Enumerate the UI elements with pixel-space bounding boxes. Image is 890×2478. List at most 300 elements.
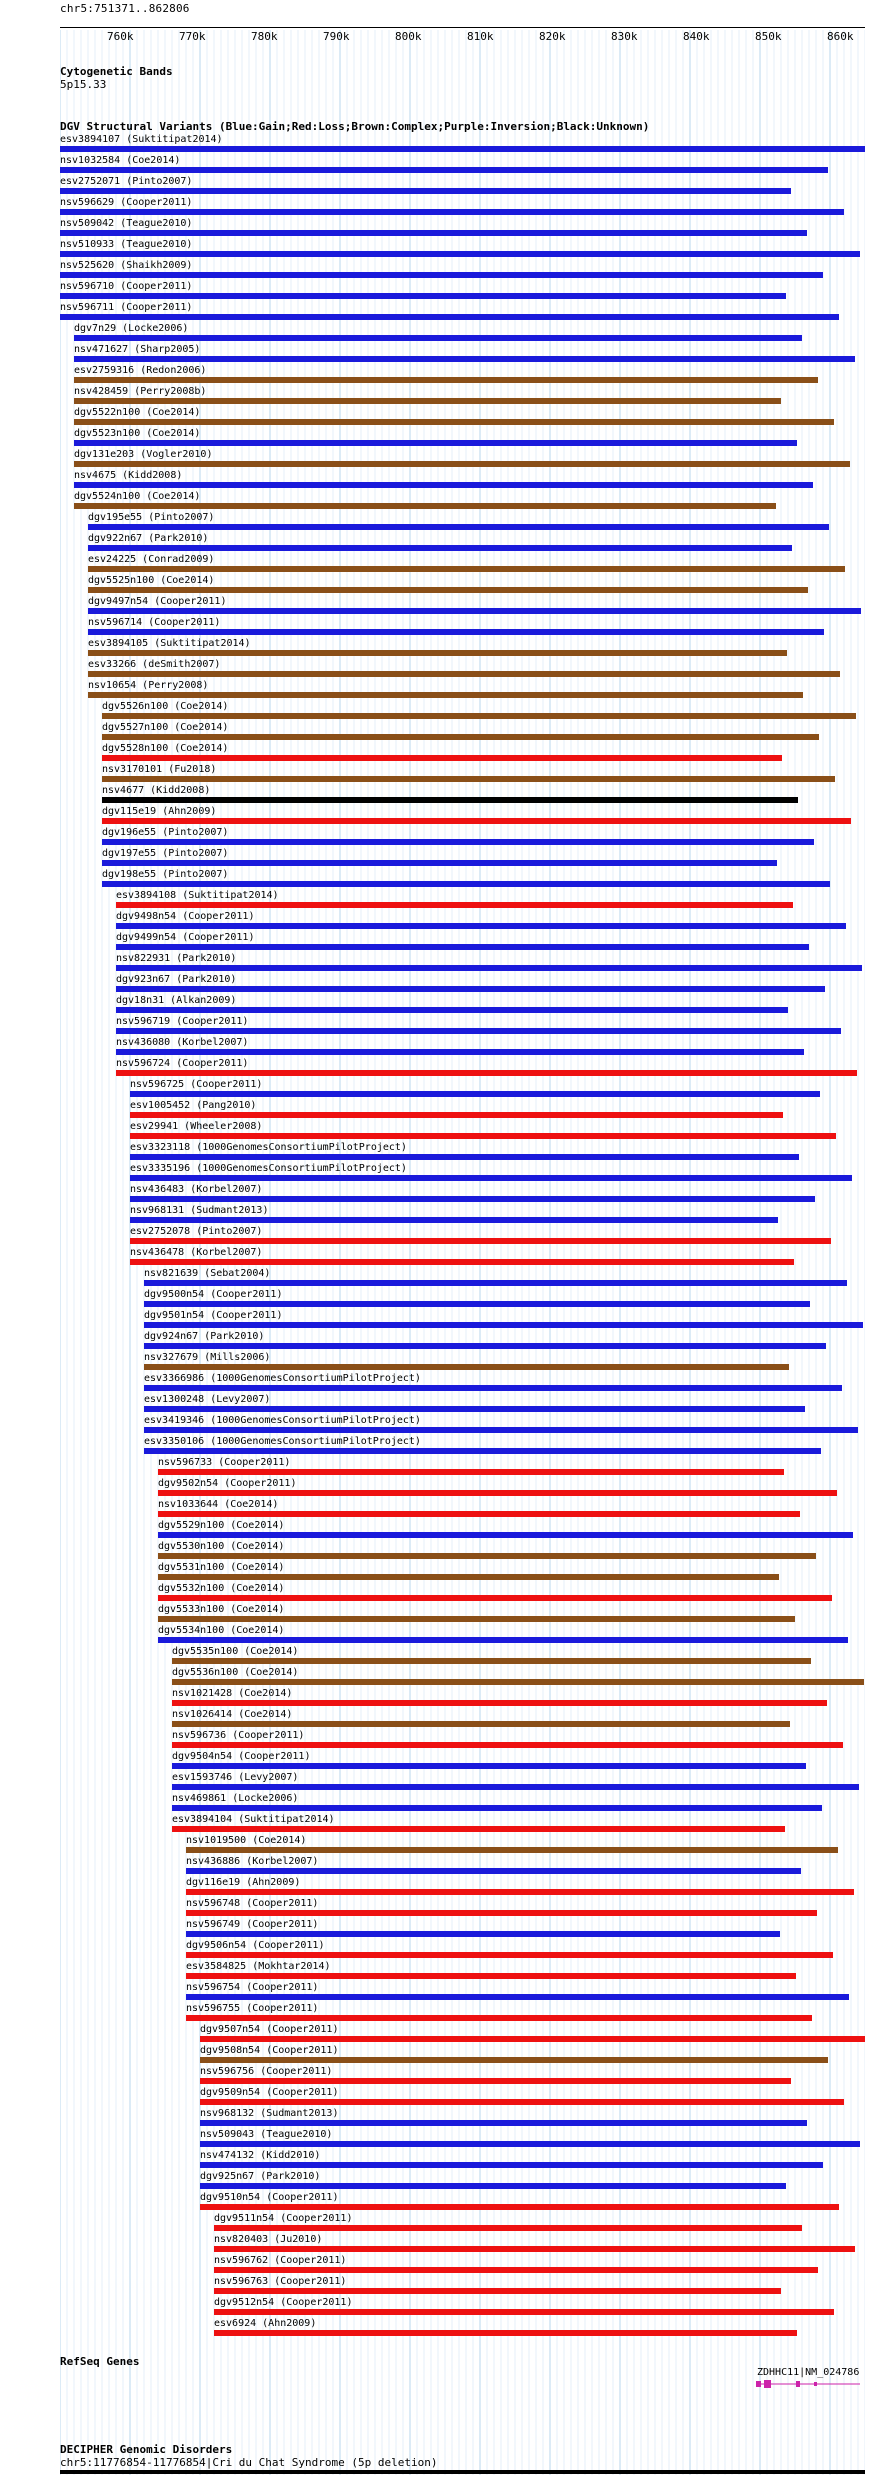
sv-label[interactable]: dgv5536n100 (Coe2014) xyxy=(172,1667,299,1678)
sv-label[interactable]: nsv820403 (Ju2010) xyxy=(214,2234,323,2245)
sv-label[interactable]: dgv9504n54 (Cooper2011) xyxy=(172,1751,311,1762)
sv-bar[interactable] xyxy=(74,377,818,383)
sv-row[interactable] xyxy=(0,1058,890,1079)
sv-bar[interactable] xyxy=(116,902,793,908)
sv-label[interactable]: nsv821639 (Sebat2004) xyxy=(144,1268,271,1279)
sv-row[interactable] xyxy=(0,239,890,260)
sv-row[interactable] xyxy=(0,1121,890,1142)
sv-bar[interactable] xyxy=(102,839,814,845)
sv-bar[interactable] xyxy=(74,482,813,488)
sv-bar[interactable] xyxy=(102,860,777,866)
sv-row[interactable] xyxy=(0,176,890,197)
sv-label[interactable]: dgv924n67 (Park2010) xyxy=(144,1331,265,1342)
sv-row[interactable] xyxy=(0,1646,890,1667)
sv-bar[interactable] xyxy=(130,1196,815,1202)
sv-label[interactable]: esv3584825 (Mokhtar2014) xyxy=(186,1961,331,1972)
sv-bar[interactable] xyxy=(116,1070,857,1076)
sv-row[interactable] xyxy=(0,701,890,722)
sv-label[interactable]: dgv197e55 (Pinto2007) xyxy=(102,848,229,859)
sv-bar[interactable] xyxy=(200,2204,839,2210)
sv-bar[interactable] xyxy=(74,440,797,446)
sv-bar[interactable] xyxy=(116,923,846,929)
sv-bar[interactable] xyxy=(102,797,798,803)
sv-label[interactable]: dgv5531n100 (Coe2014) xyxy=(158,1562,285,1573)
sv-label[interactable]: nsv822931 (Park2010) xyxy=(116,953,237,964)
sv-bar[interactable] xyxy=(116,1049,804,1055)
sv-row[interactable] xyxy=(0,1730,890,1751)
sv-bar[interactable] xyxy=(186,2015,812,2021)
sv-bar[interactable] xyxy=(116,944,809,950)
sv-bar[interactable] xyxy=(172,1721,790,1727)
sv-label[interactable]: nsv596733 (Cooper2011) xyxy=(158,1457,291,1468)
sv-label[interactable]: nsv596714 (Cooper2011) xyxy=(88,617,221,628)
sv-label[interactable]: esv24225 (Conrad2009) xyxy=(88,554,215,565)
sv-bar[interactable] xyxy=(60,230,807,236)
sv-label[interactable]: dgv131e203 (Vogler2010) xyxy=(74,449,213,460)
sv-bar[interactable] xyxy=(88,566,845,572)
sv-label[interactable]: dgv196e55 (Pinto2007) xyxy=(102,827,229,838)
sv-label[interactable]: nsv968132 (Sudmant2013) xyxy=(200,2108,339,2119)
sv-label[interactable]: nsv428459 (Perry2008b) xyxy=(74,386,207,397)
sv-bar[interactable] xyxy=(144,1427,858,1433)
sv-label[interactable]: dgv195e55 (Pinto2007) xyxy=(88,512,215,523)
sv-row[interactable] xyxy=(0,1079,890,1100)
sv-row[interactable] xyxy=(0,1940,890,1961)
sv-label[interactable]: esv3323118 (1000GenomesConsortiumPilotProject) xyxy=(130,1142,407,1153)
sv-bar[interactable] xyxy=(102,713,856,719)
sv-bar[interactable] xyxy=(88,671,840,677)
sv-label[interactable]: dgv9511n54 (Cooper2011) xyxy=(214,2213,353,2224)
sv-label[interactable]: nsv474132 (Kidd2010) xyxy=(200,2150,321,2161)
sv-row[interactable] xyxy=(0,2108,890,2129)
sv-bar[interactable] xyxy=(200,2057,828,2063)
sv-label[interactable]: dgv9507n54 (Cooper2011) xyxy=(200,2024,339,2035)
sv-label[interactable]: nsv510933 (Teague2010) xyxy=(60,239,193,250)
sv-bar[interactable] xyxy=(186,1931,780,1937)
sv-label[interactable]: esv29941 (Wheeler2008) xyxy=(130,1121,263,1132)
sv-row[interactable] xyxy=(0,1394,890,1415)
sv-bar[interactable] xyxy=(130,1238,831,1244)
sv-label[interactable]: dgv9506n54 (Cooper2011) xyxy=(186,1940,325,1951)
sv-bar[interactable] xyxy=(130,1091,820,1097)
sv-bar[interactable] xyxy=(102,776,835,782)
sv-label[interactable]: dgv116e19 (Ahn2009) xyxy=(186,1877,301,1888)
sv-label[interactable]: dgv9499n54 (Cooper2011) xyxy=(116,932,255,943)
sv-row[interactable] xyxy=(0,260,890,281)
sv-label[interactable]: nsv596754 (Cooper2011) xyxy=(186,1982,319,1993)
sv-row[interactable] xyxy=(0,617,890,638)
sv-label[interactable]: esv3894107 (Suktitipat2014) xyxy=(60,134,223,145)
sv-label[interactable]: esv1300248 (Levy2007) xyxy=(144,1394,271,1405)
sv-label[interactable]: dgv5534n100 (Coe2014) xyxy=(158,1625,285,1636)
sv-bar[interactable] xyxy=(116,1028,841,1034)
sv-label[interactable]: dgv9512n54 (Cooper2011) xyxy=(214,2297,353,2308)
sv-row[interactable] xyxy=(0,1772,890,1793)
sv-label[interactable]: esv2752071 (Pinto2007) xyxy=(60,176,193,187)
sv-row[interactable] xyxy=(0,1541,890,1562)
sv-bar[interactable] xyxy=(60,251,860,257)
sv-label[interactable]: dgv5532n100 (Coe2014) xyxy=(158,1583,285,1594)
sv-row[interactable] xyxy=(0,512,890,533)
sv-row[interactable] xyxy=(0,1331,890,1352)
sv-label[interactable]: nsv1019500 (Coe2014) xyxy=(186,1835,307,1846)
sv-bar[interactable] xyxy=(102,755,782,761)
sv-bar[interactable] xyxy=(186,1994,849,2000)
sv-label[interactable]: esv33266 (deSmith2007) xyxy=(88,659,221,670)
sv-bar[interactable] xyxy=(158,1553,816,1559)
sv-bar[interactable] xyxy=(200,2141,860,2147)
sv-row[interactable] xyxy=(0,953,890,974)
sv-label[interactable]: nsv596711 (Cooper2011) xyxy=(60,302,193,313)
sv-label[interactable]: nsv509043 (Teague2010) xyxy=(200,2129,333,2140)
sv-bar[interactable] xyxy=(200,2183,786,2189)
sv-bar[interactable] xyxy=(186,1868,801,1874)
sv-row[interactable] xyxy=(0,2045,890,2066)
sv-label[interactable]: nsv596724 (Cooper2011) xyxy=(116,1058,249,1069)
sv-label[interactable]: esv1593746 (Levy2007) xyxy=(172,1772,299,1783)
sv-bar[interactable] xyxy=(172,1805,822,1811)
sv-label[interactable]: nsv596756 (Cooper2011) xyxy=(200,2066,333,2077)
sv-label[interactable]: dgv198e55 (Pinto2007) xyxy=(102,869,229,880)
sv-row[interactable] xyxy=(0,1982,890,2003)
sv-row[interactable] xyxy=(0,2297,890,2318)
sv-row[interactable] xyxy=(0,1499,890,1520)
sv-bar[interactable] xyxy=(144,1280,847,1286)
sv-label[interactable]: dgv922n67 (Park2010) xyxy=(88,533,209,544)
sv-label[interactable]: dgv5522n100 (Coe2014) xyxy=(74,407,201,418)
sv-bar[interactable] xyxy=(60,188,791,194)
sv-label[interactable]: nsv1021428 (Coe2014) xyxy=(172,1688,293,1699)
sv-row[interactable] xyxy=(0,1037,890,1058)
sv-row[interactable] xyxy=(0,2129,890,2150)
sv-label[interactable]: nsv4675 (Kidd2008) xyxy=(74,470,183,481)
sv-row[interactable] xyxy=(0,1184,890,1205)
sv-label[interactable]: nsv509042 (Teague2010) xyxy=(60,218,193,229)
sv-bar[interactable] xyxy=(172,1658,811,1664)
sv-bar[interactable] xyxy=(158,1595,832,1601)
sv-row[interactable] xyxy=(0,1814,890,1835)
sv-row[interactable] xyxy=(0,554,890,575)
sv-row[interactable] xyxy=(0,1793,890,1814)
sv-label[interactable]: nsv596763 (Cooper2011) xyxy=(214,2276,347,2287)
sv-bar[interactable] xyxy=(144,1301,810,1307)
sv-label[interactable]: nsv1033644 (Coe2014) xyxy=(158,1499,279,1510)
sv-label[interactable]: nsv596748 (Cooper2011) xyxy=(186,1898,319,1909)
sv-bar[interactable] xyxy=(88,587,808,593)
sv-bar[interactable] xyxy=(60,272,823,278)
sv-label[interactable]: esv3419346 (1000GenomesConsortiumPilotProject) xyxy=(144,1415,421,1426)
sv-row[interactable] xyxy=(0,1688,890,1709)
sv-row[interactable] xyxy=(0,1289,890,1310)
sv-row[interactable] xyxy=(0,722,890,743)
sv-row[interactable] xyxy=(0,1457,890,1478)
sv-row[interactable] xyxy=(0,344,890,365)
sv-row[interactable] xyxy=(0,1310,890,1331)
sv-label[interactable]: dgv5525n100 (Coe2014) xyxy=(88,575,215,586)
sv-bar[interactable] xyxy=(144,1385,842,1391)
decipher-entry[interactable]: chr5:11776854-11776854|Cri du Chat Syndrome (5p deletion) xyxy=(60,2456,438,2469)
sv-label[interactable]: nsv469861 (Locke2006) xyxy=(172,1793,299,1804)
refseq-gene-label[interactable]: ZDHHC11|NM_024786 xyxy=(757,2367,860,2378)
sv-label[interactable]: nsv525620 (Shaikh2009) xyxy=(60,260,193,271)
sv-row[interactable] xyxy=(0,1352,890,1373)
sv-label[interactable]: nsv436080 (Korbel2007) xyxy=(116,1037,249,1048)
sv-label[interactable]: esv3366986 (1000GenomesConsortiumPilotProject) xyxy=(144,1373,421,1384)
sv-row[interactable] xyxy=(0,638,890,659)
sv-bar[interactable] xyxy=(186,1952,833,1958)
sv-bar[interactable] xyxy=(88,524,829,530)
sv-row[interactable] xyxy=(0,407,890,428)
sv-row[interactable] xyxy=(0,1247,890,1268)
sv-label[interactable]: dgv5528n100 (Coe2014) xyxy=(102,743,229,754)
sv-bar[interactable] xyxy=(200,2120,807,2126)
sv-label[interactable]: nsv471627 (Sharp2005) xyxy=(74,344,201,355)
sv-row[interactable] xyxy=(0,1478,890,1499)
sv-row[interactable] xyxy=(0,470,890,491)
sv-label[interactable]: esv3335196 (1000GenomesConsortiumPilotProject) xyxy=(130,1163,407,1174)
sv-label[interactable]: nsv596725 (Cooper2011) xyxy=(130,1079,263,1090)
sv-row[interactable] xyxy=(0,281,890,302)
decipher-bar[interactable] xyxy=(60,2470,865,2474)
sv-bar[interactable] xyxy=(60,209,844,215)
sv-bar[interactable] xyxy=(88,650,787,656)
sv-bar[interactable] xyxy=(130,1175,852,1181)
sv-label[interactable]: esv2759316 (Redon2006) xyxy=(74,365,207,376)
sv-bar[interactable] xyxy=(186,1910,817,1916)
sv-bar[interactable] xyxy=(200,2162,823,2168)
sv-label[interactable]: dgv923n67 (Park2010) xyxy=(116,974,237,985)
sv-label[interactable]: nsv436886 (Korbel2007) xyxy=(186,1856,319,1867)
sv-label[interactable]: nsv596719 (Cooper2011) xyxy=(116,1016,249,1027)
sv-row[interactable] xyxy=(0,1835,890,1856)
sv-row[interactable] xyxy=(0,1856,890,1877)
sv-row[interactable] xyxy=(0,134,890,155)
sv-row[interactable] xyxy=(0,155,890,176)
sv-row[interactable] xyxy=(0,2171,890,2192)
sv-label[interactable]: nsv10654 (Perry2008) xyxy=(88,680,209,691)
sv-row[interactable] xyxy=(0,428,890,449)
sv-label[interactable]: dgv7n29 (Locke2006) xyxy=(74,323,189,334)
sv-row[interactable] xyxy=(0,785,890,806)
sv-bar[interactable] xyxy=(74,335,802,341)
sv-bar[interactable] xyxy=(214,2309,834,2315)
sv-bar[interactable] xyxy=(116,986,825,992)
sv-row[interactable] xyxy=(0,1625,890,1646)
sv-label[interactable]: dgv5527n100 (Coe2014) xyxy=(102,722,229,733)
sv-row[interactable] xyxy=(0,386,890,407)
sv-row[interactable] xyxy=(0,2255,890,2276)
sv-row[interactable] xyxy=(0,323,890,344)
sv-label[interactable]: dgv5524n100 (Coe2014) xyxy=(74,491,201,502)
sv-label[interactable]: dgv5523n100 (Coe2014) xyxy=(74,428,201,439)
sv-bar[interactable] xyxy=(88,692,803,698)
sv-row[interactable] xyxy=(0,2213,890,2234)
sv-label[interactable]: nsv436483 (Korbel2007) xyxy=(130,1184,263,1195)
sv-label[interactable]: dgv5530n100 (Coe2014) xyxy=(158,1541,285,1552)
sv-label[interactable]: nsv596755 (Cooper2011) xyxy=(186,2003,319,2014)
sv-label[interactable]: esv6924 (Ahn2009) xyxy=(214,2318,317,2329)
sv-row[interactable] xyxy=(0,1877,890,1898)
sv-bar[interactable] xyxy=(74,398,781,404)
sv-label[interactable]: dgv5533n100 (Coe2014) xyxy=(158,1604,285,1615)
sv-bar[interactable] xyxy=(214,2246,855,2252)
sv-label[interactable]: nsv436478 (Korbel2007) xyxy=(130,1247,263,1258)
sv-row[interactable] xyxy=(0,1100,890,1121)
sv-row[interactable] xyxy=(0,869,890,890)
sv-row[interactable] xyxy=(0,659,890,680)
sv-bar[interactable] xyxy=(102,818,851,824)
sv-label[interactable]: dgv9510n54 (Cooper2011) xyxy=(200,2192,339,2203)
sv-row[interactable] xyxy=(0,2066,890,2087)
sv-bar[interactable] xyxy=(200,2078,791,2084)
sv-bar[interactable] xyxy=(88,545,792,551)
sv-bar[interactable] xyxy=(130,1112,783,1118)
refseq-gene-glyph[interactable] xyxy=(750,2377,865,2391)
sv-row[interactable] xyxy=(0,995,890,1016)
sv-bar[interactable] xyxy=(172,1700,827,1706)
sv-bar[interactable] xyxy=(200,2036,865,2042)
sv-row[interactable] xyxy=(0,1520,890,1541)
sv-label[interactable]: dgv925n67 (Park2010) xyxy=(200,2171,321,2182)
sv-row[interactable] xyxy=(0,974,890,995)
sv-row[interactable] xyxy=(0,2192,890,2213)
sv-bar[interactable] xyxy=(130,1133,836,1139)
sv-bar[interactable] xyxy=(144,1343,826,1349)
sv-row[interactable] xyxy=(0,764,890,785)
sv-row[interactable] xyxy=(0,2024,890,2045)
sv-label[interactable]: dgv9500n54 (Cooper2011) xyxy=(144,1289,283,1300)
sv-bar[interactable] xyxy=(144,1448,821,1454)
sv-bar[interactable] xyxy=(74,503,776,509)
sv-label[interactable]: esv1005452 (Pang2010) xyxy=(130,1100,257,1111)
sv-bar[interactable] xyxy=(186,1847,838,1853)
sv-bar[interactable] xyxy=(172,1763,806,1769)
sv-row[interactable] xyxy=(0,1163,890,1184)
sv-bar[interactable] xyxy=(130,1217,778,1223)
sv-row[interactable] xyxy=(0,2003,890,2024)
sv-row[interactable] xyxy=(0,827,890,848)
sv-row[interactable] xyxy=(0,1961,890,1982)
sv-bar[interactable] xyxy=(144,1406,805,1412)
sv-bar[interactable] xyxy=(74,419,834,425)
sv-row[interactable] xyxy=(0,1751,890,1772)
sv-row[interactable] xyxy=(0,1415,890,1436)
sv-label[interactable]: dgv9498n54 (Cooper2011) xyxy=(116,911,255,922)
sv-label[interactable]: dgv115e19 (Ahn2009) xyxy=(102,806,217,817)
sv-bar[interactable] xyxy=(214,2225,802,2231)
sv-row[interactable] xyxy=(0,596,890,617)
sv-label[interactable]: dgv18n31 (Alkan2009) xyxy=(116,995,237,1006)
sv-row[interactable] xyxy=(0,449,890,470)
sv-row[interactable] xyxy=(0,1142,890,1163)
sv-row[interactable] xyxy=(0,302,890,323)
sv-label[interactable]: nsv968131 (Sudmant2013) xyxy=(130,1205,269,1216)
sv-label[interactable]: dgv9497n54 (Cooper2011) xyxy=(88,596,227,607)
sv-bar[interactable] xyxy=(130,1154,799,1160)
sv-row[interactable] xyxy=(0,848,890,869)
sv-bar[interactable] xyxy=(158,1637,848,1643)
sv-bar[interactable] xyxy=(116,965,862,971)
sv-row[interactable] xyxy=(0,533,890,554)
sv-bar[interactable] xyxy=(102,734,819,740)
sv-row[interactable] xyxy=(0,932,890,953)
sv-row[interactable] xyxy=(0,2276,890,2297)
sv-label[interactable]: dgv9502n54 (Cooper2011) xyxy=(158,1478,297,1489)
sv-bar[interactable] xyxy=(200,2099,844,2105)
sv-bar[interactable] xyxy=(158,1511,800,1517)
sv-bar[interactable] xyxy=(88,629,824,635)
sv-label[interactable]: dgv5526n100 (Coe2014) xyxy=(102,701,229,712)
sv-bar[interactable] xyxy=(158,1490,837,1496)
sv-row[interactable] xyxy=(0,218,890,239)
sv-bar[interactable] xyxy=(158,1532,853,1538)
sv-label[interactable]: nsv3170101 (Fu2018) xyxy=(102,764,217,775)
sv-label[interactable]: dgv9501n54 (Cooper2011) xyxy=(144,1310,283,1321)
sv-bar[interactable] xyxy=(158,1469,784,1475)
sv-bar[interactable] xyxy=(158,1574,779,1580)
sv-bar[interactable] xyxy=(172,1826,785,1832)
sv-label[interactable]: nsv596710 (Cooper2011) xyxy=(60,281,193,292)
sv-bar[interactable] xyxy=(158,1616,795,1622)
sv-bar[interactable] xyxy=(60,146,865,152)
sv-row[interactable] xyxy=(0,1016,890,1037)
sv-row[interactable] xyxy=(0,1268,890,1289)
sv-label[interactable]: nsv1026414 (Coe2014) xyxy=(172,1709,293,1720)
sv-row[interactable] xyxy=(0,1667,890,1688)
sv-label[interactable]: dgv9509n54 (Cooper2011) xyxy=(200,2087,339,2098)
sv-label[interactable]: esv3894108 (Suktitipat2014) xyxy=(116,890,279,901)
sv-row[interactable] xyxy=(0,806,890,827)
sv-bar[interactable] xyxy=(74,461,850,467)
sv-row[interactable] xyxy=(0,2234,890,2255)
sv-label[interactable]: nsv596736 (Cooper2011) xyxy=(172,1730,305,1741)
sv-label[interactable]: nsv596749 (Cooper2011) xyxy=(186,1919,319,1930)
sv-row[interactable] xyxy=(0,1373,890,1394)
sv-bar[interactable] xyxy=(102,881,830,887)
sv-row[interactable] xyxy=(0,575,890,596)
sv-bar[interactable] xyxy=(214,2288,781,2294)
sv-row[interactable] xyxy=(0,2087,890,2108)
sv-label[interactable]: nsv327679 (Mills2006) xyxy=(144,1352,271,1363)
sv-row[interactable] xyxy=(0,1436,890,1457)
sv-label[interactable]: dgv5535n100 (Coe2014) xyxy=(172,1646,299,1657)
sv-bar[interactable] xyxy=(130,1259,794,1265)
sv-label[interactable]: esv3894105 (Suktitipat2014) xyxy=(88,638,251,649)
sv-bar[interactable] xyxy=(144,1364,789,1370)
sv-bar[interactable] xyxy=(88,608,861,614)
sv-label[interactable]: dgv9508n54 (Cooper2011) xyxy=(200,2045,339,2056)
sv-bar[interactable] xyxy=(60,293,786,299)
sv-row[interactable] xyxy=(0,491,890,512)
sv-row[interactable] xyxy=(0,1562,890,1583)
sv-row[interactable] xyxy=(0,1226,890,1247)
sv-row[interactable] xyxy=(0,365,890,386)
sv-label[interactable]: nsv1032584 (Coe2014) xyxy=(60,155,181,166)
sv-row[interactable] xyxy=(0,2150,890,2171)
sv-row[interactable] xyxy=(0,1919,890,1940)
sv-bar[interactable] xyxy=(172,1742,843,1748)
sv-label[interactable]: nsv596762 (Cooper2011) xyxy=(214,2255,347,2266)
sv-row[interactable] xyxy=(0,1709,890,1730)
sv-row[interactable] xyxy=(0,680,890,701)
sv-row[interactable] xyxy=(0,743,890,764)
sv-label[interactable]: esv3350106 (1000GenomesConsortiumPilotProject) xyxy=(144,1436,421,1447)
sv-bar[interactable] xyxy=(172,1784,859,1790)
sv-bar[interactable] xyxy=(74,356,855,362)
sv-row[interactable] xyxy=(0,2318,890,2339)
sv-label[interactable]: esv2752078 (Pinto2007) xyxy=(130,1226,263,1237)
sv-label[interactable]: nsv4677 (Kidd2008) xyxy=(102,785,211,796)
